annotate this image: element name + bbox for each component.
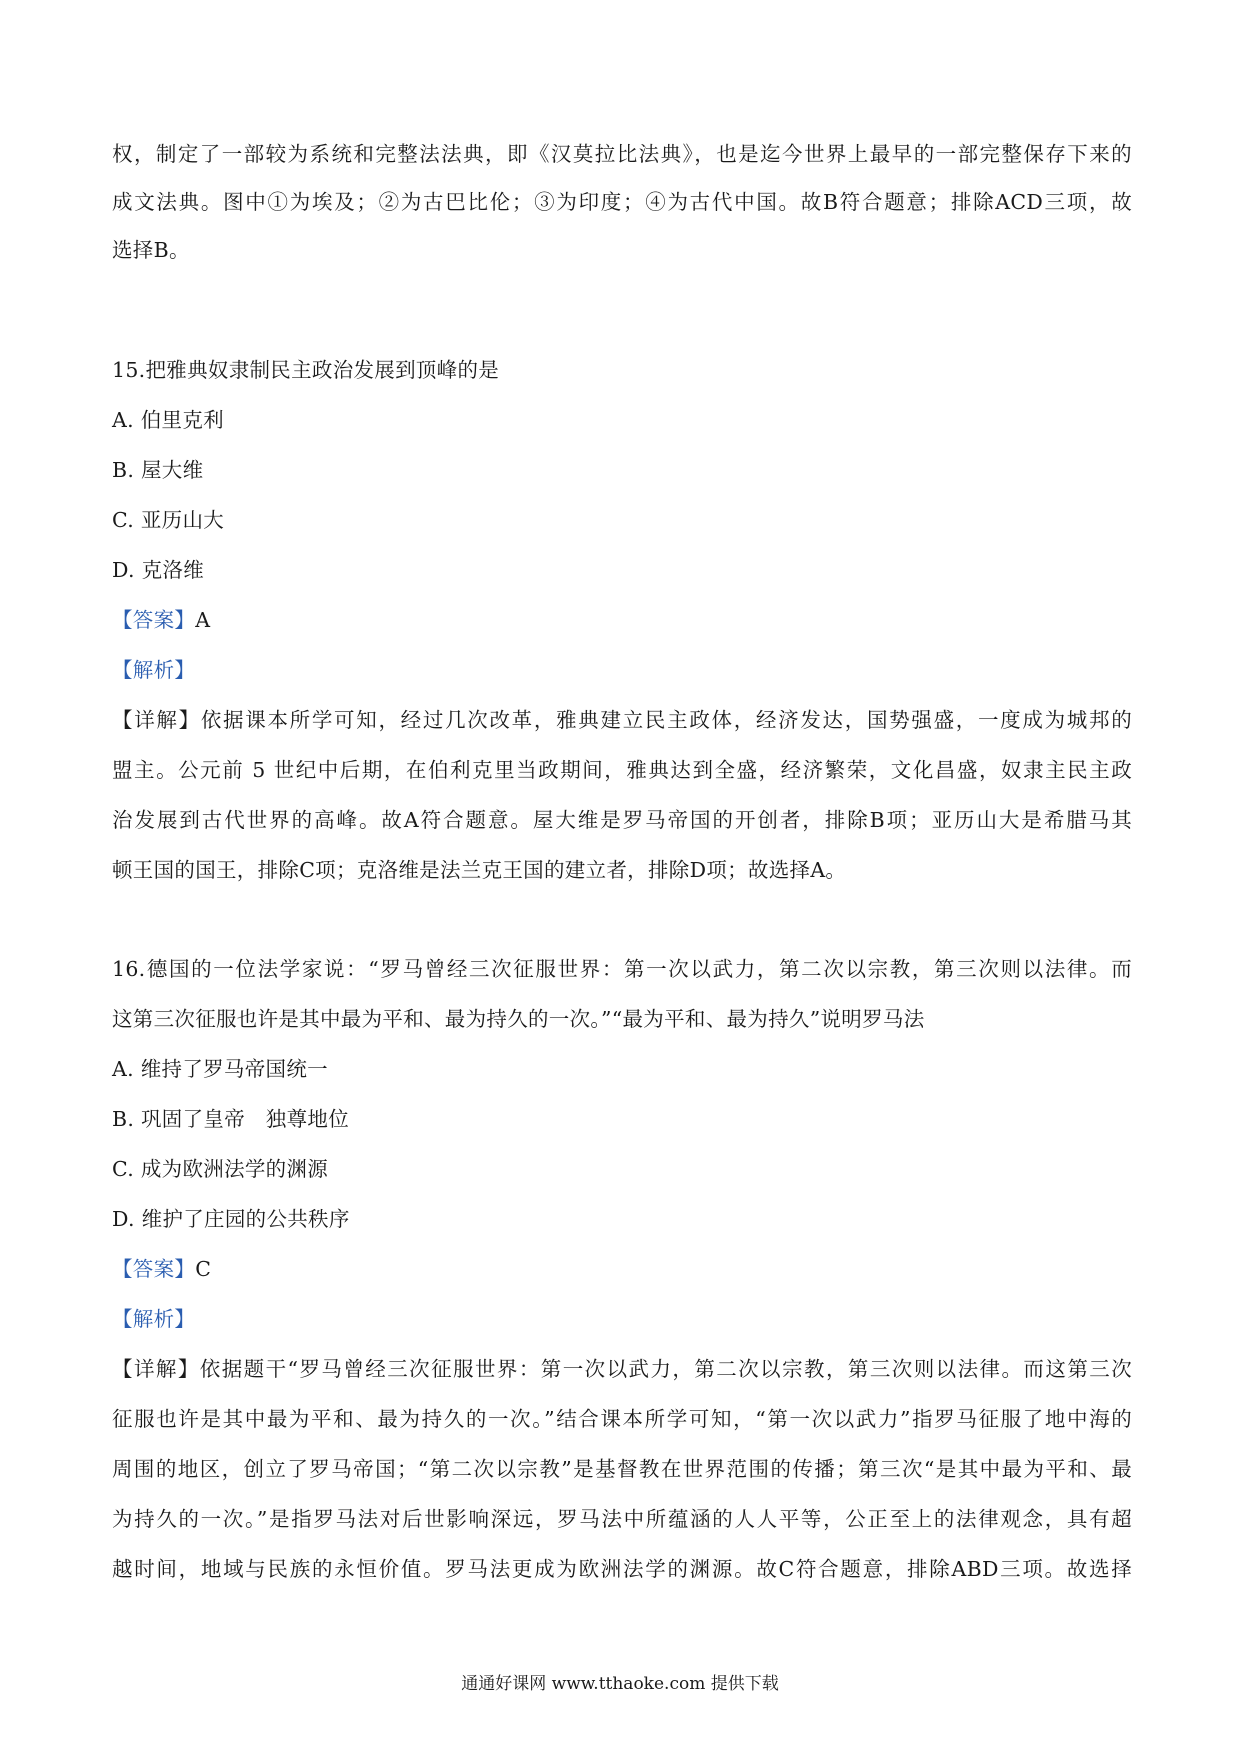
- q16-option-d: D. 维护了庄园的公共秩序: [112, 1207, 350, 1231]
- q16-detail-line-1: [112, 1355, 1132, 1383]
- q15-answer: [112, 606, 210, 634]
- q16-answer-value: C: [195, 1257, 212, 1281]
- q15-answer-value: A: [195, 608, 211, 632]
- q16-answer-label: 【答案】: [112, 1257, 196, 1281]
- q15-analysis-label: [112, 656, 195, 684]
- q15-detail-line-3: 治发展到古代世界的高峰。故A符合题意。屋大维是罗马帝国的开创者，排除B项；亚历山大是希腊马其: [112, 808, 1132, 832]
- q15-option-a: A. 伯里克利: [112, 408, 224, 432]
- page-footer: 通通好课网 www.tthaoke.com 提供下载: [461, 1674, 779, 1694]
- q15-detail-line-4: 顿王国的国王，排除C项；克洛维是法兰克王国的建立者，排除D项；故选择A。: [112, 858, 847, 882]
- q16-detail-label: 【详解】: [112, 1357, 200, 1381]
- q15-detail-line-2: 盟主。公元前 5 世纪中后期，在伯利克里当政期间，雅典达到全盛，经济繁荣，文化昌盛，奴隶主民主政: [112, 758, 1132, 782]
- q16-detail-line-5: 越时间，地域与民族的永恒价值。罗马法更成为欧洲法学的渊源。故C符合题意，排除ABD三项。故选择: [112, 1557, 1132, 1581]
- q15-detail-line-1: [112, 706, 1132, 734]
- q16-detail-line-2: 征服也许是其中最为平和、最为持久的一次。”结合课本所学可知，“第一次以武力”指罗马征服了地中海的: [112, 1407, 1132, 1431]
- q15-detail-label: 【详解】: [112, 708, 201, 732]
- q16-analysis-label: [112, 1305, 195, 1333]
- q16-option-a: A. 维持了罗马帝国统一: [112, 1057, 328, 1081]
- q16-stem-line-2: 这第三次征服也许是其中最为平和、最为持久的一次。”“最为平和、最为持久”说明罗马法: [112, 1007, 925, 1031]
- q15-option-d: D. 克洛维: [112, 558, 205, 582]
- q15-answer-label: 【答案】: [112, 608, 196, 632]
- q15-stem: 15.把雅典奴隶制民主政治发展到顶峰的是: [112, 358, 500, 382]
- q15-detail-text-1: 依据课本所学可知，经过几次改革，雅典建立民主政体，经济发达，国势强盛，一度成为城邦的: [200, 708, 1132, 732]
- q16-detail-line-3: 周围的地区，创立了罗马帝国；“第二次以宗教”是基督教在世界范围的传播；第三次“是其中最为平和、最: [112, 1457, 1132, 1481]
- intro-line-1: 权，制定了一部较为系统和完整法法典，即《汉莫拉比法典》，也是迄今世界上最早的一部完整保存下来的: [112, 142, 1132, 166]
- q16-option-c: C. 成为欧洲法学的渊源: [112, 1157, 329, 1181]
- q16-answer: [112, 1255, 211, 1283]
- q15-option-c: C. 亚历山大: [112, 508, 225, 532]
- intro-line-2: 成文法典。图中①为埃及；②为古巴比伦；③为印度；④为古代中国。故B符合题意；排除ACD三项，故: [112, 190, 1132, 214]
- q16-detail-line-4: 为持久的一次。”是指罗马法对后世影响深远，罗马法中所蕴涵的人人平等，公正至上的法律观念，具有超: [112, 1507, 1132, 1531]
- q16-option-b: B. 巩固了皇帝 独尊地位: [112, 1107, 349, 1131]
- q15-analysis-tag: 【解析】: [112, 658, 196, 682]
- q15-option-b: B. 屋大维: [112, 458, 204, 482]
- q16-detail-text-1: 依据题干“罗马曾经三次征服世界：第一次以武力，第二次以宗教，第三次则以法律。而这第三次: [199, 1357, 1132, 1381]
- q16-stem-line-1: 16.德国的一位法学家说：“罗马曾经三次征服世界：第一次以武力，第二次以宗教，第三次则以法律。而: [112, 957, 1132, 981]
- q16-analysis-tag: 【解析】: [112, 1307, 196, 1331]
- intro-line-3: 选择B。: [112, 238, 190, 262]
